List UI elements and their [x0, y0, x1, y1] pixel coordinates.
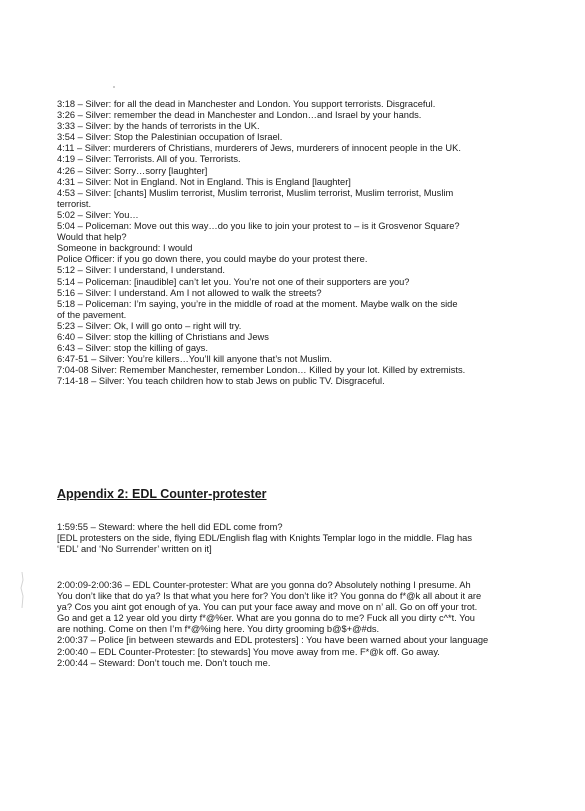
transcript-line: 6:43 – Silver: stop the killing of gays. [57, 343, 208, 354]
appendix-line: 2:00:40 – EDL Counter-Protester: [to stewards] You move away from me. F*@k off. Go away. [57, 646, 440, 657]
appendix-line: 2:00:09-2:00:36 – EDL Counter-protester: What are you gonna do? Absolutely nothing I presume. Ah [57, 580, 471, 590]
transcript-line: Would that help? [57, 232, 127, 243]
appendix-line: 1:59:55 – Steward: where the hell did EDL come from? [57, 522, 283, 532]
transcript-line: 3:54 – Silver: Stop the Palestinian occupation of Israel. [57, 132, 283, 143]
appendix-line: [EDL protesters on the side, flying EDL/English flag with Knights Templar logo in the middle. Flag has [57, 533, 472, 544]
appendix-line: Go and get a 12 year old you dirty f*@%er. What are you gonna do to me? Fuck all you dirty c^*t. You [57, 613, 475, 624]
appendix-intro [57, 522, 527, 555]
transcript-line: 3:26 – Silver: remember the dead in Manchester and London…and Israel by your hands. [57, 110, 422, 121]
transcript-line: 5:23 – Silver: Ok, I will go onto – right will try. [57, 320, 242, 331]
transcript-line: 5:04 – Policeman: Move out this way…do you like to join your protest to – is it Grosvenor Square? [57, 221, 460, 232]
transcript-line: 6:47-51 – Silver: You’re killers…You’ll kill anyone that’s not Muslim. [57, 354, 332, 365]
transcript-line: 7:14-18 – Silver: You teach children how to stab Jews on public TV. Disgraceful. [57, 376, 385, 387]
transcript-line: 5:02 – Silver: You… [57, 209, 139, 220]
transcript-section [57, 99, 527, 387]
transcript-line: 3:33 – Silver: by the hands of terrorists in the UK. [57, 121, 260, 132]
transcript-line: 4:31 – Silver: Not in England. Not in England. This is England [laughter] [57, 176, 351, 187]
transcript-line: 4:26 – Silver: Sorry…sorry [laughter] [57, 165, 208, 176]
transcript-line: terrorist. [57, 198, 92, 209]
transcript-line: 3:18 – Silver: for all the dead in Manchester and London. You support terrorists. Disgraceful. [57, 99, 436, 109]
transcript-line: 5:18 – Policeman: I’m saying, you’re in the middle of road at the moment. Maybe walk on the side [57, 298, 458, 309]
transcript-line: 5:16 – Silver: I understand. Am I not allowed to walk the streets? [57, 287, 322, 298]
transcript-line: of the pavement. [57, 309, 127, 320]
transcript-line: 6:40 – Silver: stop the killing of Christians and Jews [57, 331, 269, 342]
appendix-line: ya? Cos you aint got enough of ya. You can put your face away and move on n’ all. Go on off your trot. [57, 602, 478, 613]
appendix-line: You don’t like that do ya? Is that what you here for? You don’t like it? You gonna do f*@k all about it are [57, 591, 482, 602]
transcript-line: 5:14 – Policeman: [inaudible] can’t let you. You’re not one of their supporters are you? [57, 276, 410, 287]
transcript-line: 7:04-08 Silver: Remember Manchester, remember London… Killed by your lot. Killed by extremists. [57, 365, 466, 376]
transcript-line: 4:53 – Silver: [chants] Muslim terrorist, Muslim terrorist, Muslim terrorist, Muslim terrorist, Muslim [57, 187, 454, 198]
margin-scan-mark [18, 570, 26, 610]
appendix-line: are nothing. Come on then I’m f*@%ing here. You dirty grooming b@$+@#ds. [57, 624, 380, 635]
appendix-line: 2:00:37 – Police [in between stewards and EDL protesters] : You have been warned about your language [57, 635, 489, 646]
appendix-heading: Appendix 2: EDL Counter-protester [57, 487, 267, 501]
transcript-line: Someone in background: I would [57, 243, 193, 254]
transcript-line: Police Officer: if you go down there, you could maybe do your protest there. [57, 254, 368, 265]
transcript-line: 5:12 – Silver: I understand, I understand. [57, 265, 225, 276]
appendix-line: ‘EDL’ and ‘No Surrender’ written on it] [57, 544, 212, 555]
appendix-line: 2:00:44 – Steward: Don’t touch me. Don’t touch me. [57, 657, 271, 668]
transcript-line: 4:11 – Silver: murderers of Christians, murderers of Jews, murderers of innocent people in the UK. [57, 143, 461, 154]
appendix-dialogue [57, 580, 527, 669]
transcript-line: 4:19 – Silver: Terrorists. All of you. Terrorists. [57, 154, 241, 165]
scan-speck [113, 86, 115, 88]
